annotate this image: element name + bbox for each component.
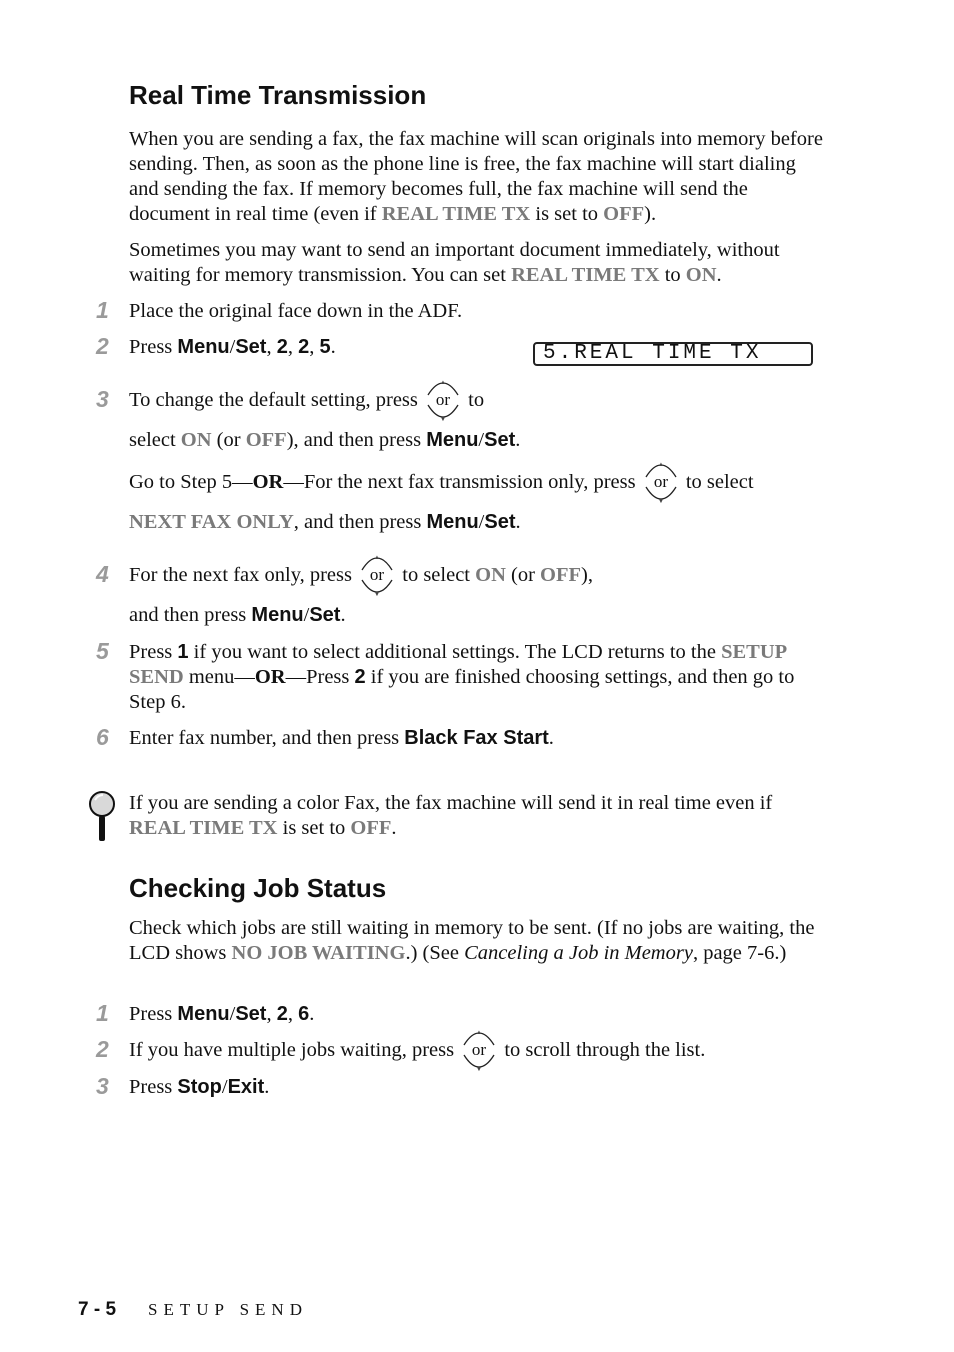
or-label: or [435, 390, 451, 410]
lcd-term: NO JOB WAITING [231, 942, 406, 964]
text: Go to Step 5— [129, 471, 253, 493]
or-label: or [472, 1040, 487, 1060]
text: —Press [285, 666, 355, 688]
step-2-text [129, 335, 336, 360]
text: to select [685, 471, 754, 493]
step-number: 2 [96, 333, 109, 359]
text: to scroll through the list. [504, 1039, 706, 1061]
svg-text:▼: ▼ [657, 499, 664, 506]
text: . [716, 264, 722, 286]
text: (or [211, 429, 246, 451]
key-label: Menu [177, 336, 230, 358]
text: For the next fax only, press [129, 564, 352, 586]
text: is set to [530, 203, 604, 225]
key-label: Menu [426, 511, 479, 533]
text: Sometimes you may want to send an important document immediately, without waiting for memory transmission. You can set [129, 239, 780, 286]
svg-text:▲: ▲ [440, 380, 447, 387]
text: Press [129, 1076, 178, 1098]
key-label: 6 [298, 1003, 310, 1025]
text: . [515, 511, 521, 533]
running-footer-title: SETUP SEND [148, 1300, 308, 1319]
lcd-display: 5.REAL TIME TX [533, 342, 813, 366]
text: . [309, 1003, 315, 1025]
text: Press [129, 641, 178, 663]
text: , [266, 1003, 277, 1025]
svg-text:▲: ▲ [476, 1030, 483, 1037]
lcd-term: OFF [540, 564, 582, 586]
step-number: 1 [96, 1000, 109, 1026]
key-label: Set [235, 336, 267, 358]
text: / [229, 1003, 236, 1025]
text: —For the next fax transmission only, press [283, 471, 636, 493]
text: , [309, 336, 320, 358]
note-pin-icon [88, 791, 116, 843]
step-number: 5 [96, 638, 109, 664]
text: Enter fax number, and then press [129, 727, 405, 749]
text: When you are sending a fax, the fax machine will scan originals into memory before sending. Then, as soon as the phone line is free, the fax machine will start dialing and sending the fax. If memory becomes full, the fax machine will send the document in real time (even if [129, 128, 823, 225]
text: , [287, 336, 299, 358]
lcd-term: REAL TIME TX [381, 203, 531, 225]
lcd-term: NEXT FAX ONLY [129, 511, 294, 533]
text: , [287, 1003, 299, 1025]
text: is set to [277, 817, 351, 839]
svg-text:▼: ▼ [374, 592, 381, 599]
step-6-text [129, 726, 554, 751]
text: .) (See [405, 942, 465, 964]
lcd-term: ON [475, 564, 506, 586]
key-label: Exit [227, 1076, 265, 1098]
text: / [303, 604, 310, 626]
step-3-line-1 [129, 380, 485, 424]
lcd-term: OFF [603, 203, 645, 225]
job-step-2-text [129, 1030, 706, 1074]
text: / [221, 1076, 228, 1098]
key-label: Menu [251, 604, 304, 626]
text: menu— [183, 666, 255, 688]
section-heading-real-time-transmission: Real Time Transmission [129, 80, 427, 110]
key-label: Set [484, 511, 516, 533]
text: If you are sending a color Fax, the fax machine will send it in real time even if [129, 792, 773, 814]
up-down-nav-icon [359, 550, 395, 600]
page-number: 7 - 5 [78, 1299, 117, 1320]
key-label: Menu [426, 429, 479, 451]
or-emphasis: OR [252, 471, 284, 493]
step-number: 1 [96, 297, 109, 323]
step-3-line-2 [129, 428, 520, 453]
key-label: Menu [177, 1003, 230, 1025]
step-3-line-3 [129, 462, 754, 506]
text: if you want to select additional settings. The LCD returns to the [188, 641, 722, 663]
note-text [129, 791, 829, 841]
step-5-text [129, 640, 829, 715]
svg-text:▲: ▲ [657, 462, 664, 469]
step-4-line-1 [129, 555, 593, 599]
text: To change the default setting, press [129, 389, 418, 411]
up-down-nav-icon [425, 375, 461, 425]
key-label: 5 [319, 336, 331, 358]
lcd-term: REAL TIME TX [511, 264, 660, 286]
text: . [515, 429, 521, 451]
step-number: 6 [96, 724, 109, 750]
svg-text:▼: ▼ [476, 1067, 483, 1074]
lcd-term: ON [180, 429, 212, 451]
text: . [264, 1076, 270, 1098]
job-status-paragraph [129, 916, 829, 966]
step-1-text: Place the original face down in the ADF. [129, 300, 463, 322]
text: . [548, 727, 554, 749]
step-4-line-2 [129, 603, 346, 628]
text: , and then press [293, 511, 427, 533]
text: to select [402, 564, 476, 586]
text: ), [581, 564, 593, 586]
lcd-term: OFF [350, 817, 392, 839]
text: ), and then press [286, 429, 427, 451]
text: if you are finished choosing settings, and then go to Step 6. [129, 666, 795, 713]
up-down-nav-icon [643, 457, 679, 507]
text: Press [129, 336, 178, 358]
key-label: Set [484, 429, 516, 451]
or-label: or [370, 565, 385, 585]
job-step-3-text [129, 1075, 269, 1100]
intro-paragraph [129, 127, 829, 227]
step-number: 2 [96, 1036, 109, 1062]
key-label: Stop [177, 1076, 222, 1098]
text: and then press [129, 604, 252, 626]
text: select [129, 429, 181, 451]
key-label: 1 [177, 641, 189, 663]
svg-text:▲: ▲ [374, 555, 381, 562]
text: / [478, 429, 485, 451]
step-number: 3 [96, 1073, 109, 1099]
key-label: 2 [276, 336, 288, 358]
svg-text:▼: ▼ [440, 417, 447, 424]
text: , [266, 336, 277, 358]
or-label: or [653, 472, 668, 492]
cross-reference: Canceling a Job in Memory [464, 942, 693, 964]
up-down-nav-icon [461, 1025, 497, 1075]
text: ). [644, 203, 657, 225]
text: Check which jobs are still waiting in memory to be sent. (If no jobs are waiting, the LCD shows [129, 917, 815, 964]
or-emphasis: OR [254, 666, 286, 688]
key-label: 2 [298, 336, 310, 358]
key-label: 2 [276, 1003, 288, 1025]
lcd-term: SETUP SEND [129, 641, 787, 688]
text: . [391, 817, 397, 839]
lcd-term: OFF [245, 429, 287, 451]
text: Press [129, 1003, 178, 1025]
text: . [330, 336, 336, 358]
text: (or [505, 564, 541, 586]
text: , page 7-6.) [692, 942, 787, 964]
text: If you have multiple jobs waiting, press [129, 1039, 455, 1061]
key-label: Set [309, 604, 341, 626]
step-number: 3 [96, 386, 109, 412]
lcd-term: ON [685, 264, 717, 286]
lcd-term: REAL TIME TX [129, 817, 278, 839]
key-label: Set [235, 1003, 267, 1025]
step-number: 4 [96, 561, 109, 587]
text: / [478, 511, 485, 533]
text: to [659, 264, 686, 286]
section-heading-checking-job-status: Checking Job Status [129, 873, 387, 903]
text: / [229, 336, 236, 358]
key-label: Black Fax Start [404, 727, 549, 749]
text: to [468, 389, 485, 411]
second-paragraph [129, 238, 829, 288]
key-label: 2 [354, 666, 366, 688]
job-step-1-text [129, 1002, 314, 1027]
step-3-line-4 [129, 510, 521, 535]
text: . [340, 604, 346, 626]
